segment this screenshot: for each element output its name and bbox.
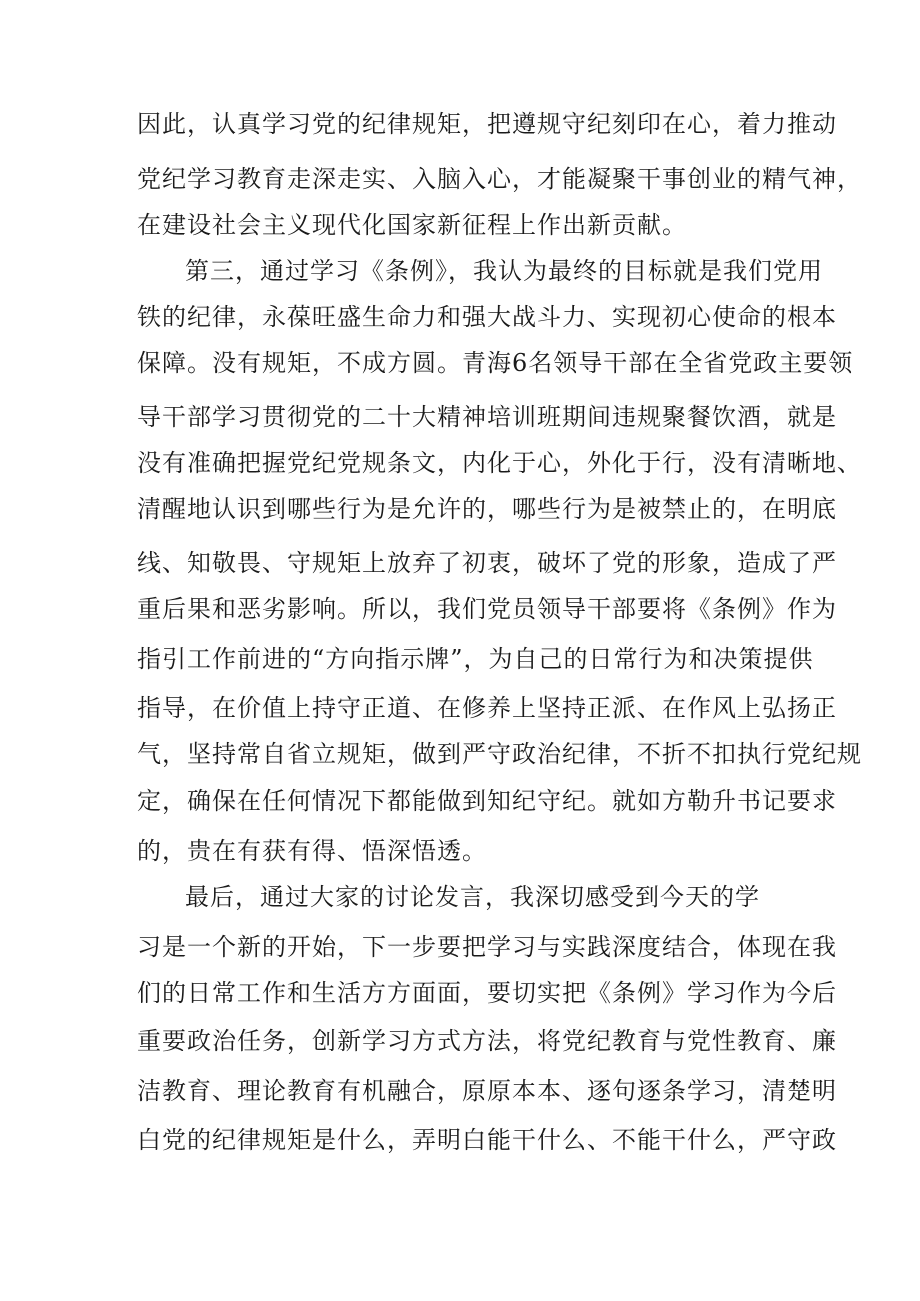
text-line: 导干部学习贯彻党的二十大精神培训班期间违规聚餐饮酒，就是	[137, 403, 837, 431]
text-line: 清醒地认识到哪些行为是允许的，哪些行为是被禁止的，在明底	[137, 495, 837, 523]
paragraph-first-line: 最后，通过大家的讨论发言，我深切感受到今天的学	[185, 883, 760, 911]
text-line: 气，坚持常自省立规矩，做到严守政治纪律，不折不扣执行党纪规	[137, 740, 862, 768]
text-line: 习是一个新的开始，下一步要把学习与实践深度结合，体现在我	[137, 933, 837, 961]
text-line: 的，贵在有获有得、悟深悟透。	[137, 837, 487, 865]
text-line: 线、知敬畏、守规矩上放弃了初衷，破坏了党的形象，造成了严	[137, 549, 837, 577]
text-line: 党纪学习教育走深走实、入脑入心，才能凝聚干事创业的精气神，	[137, 165, 862, 193]
text-line: 重后果和恶劣影响。所以，我们党员领导干部要将《条例》作为	[137, 595, 837, 623]
text-line: 洁教育、理论教育有机融合，原原本本、逐句逐条学习，清楚明	[137, 1077, 837, 1105]
text-line: 没有准确把握党纪党规条文，内化于心，外化于行，没有清晰地、	[137, 449, 862, 477]
text-line: 在建设社会主义现代化国家新征程上作出新贡献。	[137, 211, 687, 239]
text-line: 保障。没有规矩，不成方圆。青海6名领导干部在全省党政主要领	[137, 349, 854, 377]
text-line: 指引工作前进的“方向指示牌”，为自己的日常行为和决策提供	[137, 645, 814, 673]
text-line: 指导，在价值上持守正道、在修养上坚持正派、在作风上弘扬正	[137, 694, 837, 722]
text-line: 重要政治任务，创新学习方式方法，将党纪教育与党性教育、廉	[137, 1027, 837, 1055]
paragraph-first-line: 第三，通过学习《条例》，我认为最终的目标就是我们党用	[185, 257, 823, 285]
text-line: 们的日常工作和生活方方面面，要切实把《条例》学习作为今后	[137, 979, 837, 1007]
text-line: 因此，认真学习党的纪律规矩，把遵规守纪刻印在心，着力推动	[137, 110, 837, 138]
text-line: 白党的纪律规矩是什么，弄明白能干什么、不能干什么，严守政	[137, 1126, 837, 1154]
text-line: 铁的纪律，永葆旺盛生命力和强大战斗力、实现初心使命的根本	[137, 303, 837, 331]
text-line: 定，确保在任何情况下都能做到知纪守纪。就如方勒升书记要求	[137, 787, 837, 815]
